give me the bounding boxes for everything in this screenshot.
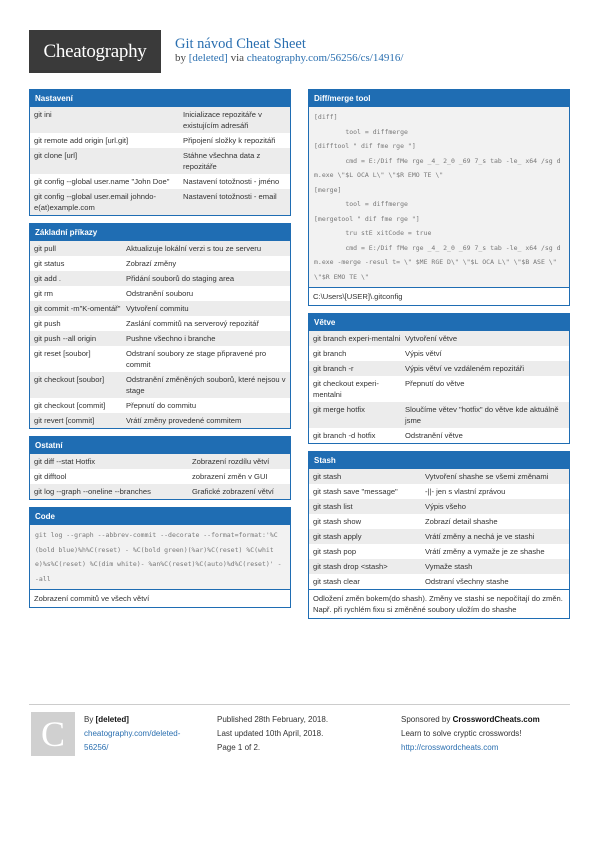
description-cell: Nastavení totožnosti - jméno <box>183 177 280 186</box>
command-cell: git merge hotfix <box>313 405 365 414</box>
command-cell: git branch <box>313 349 347 358</box>
table-row <box>309 559 569 574</box>
table-row <box>30 454 290 469</box>
table-row <box>30 484 290 499</box>
command-cell: git checkout [soubor] <box>34 375 105 384</box>
section-stash <box>308 451 570 619</box>
table <box>309 331 569 443</box>
command-cell: git remote add origin [url.git] <box>34 136 129 145</box>
table <box>30 454 290 499</box>
command-cell: git stash apply <box>313 532 362 541</box>
table-row <box>30 256 290 271</box>
table <box>309 469 569 589</box>
table-row <box>309 331 569 346</box>
section-note: Odložení změn bokem(do shash). Změny ve stashi se nepočítají do změn. Např. při rychlém fixu si změněné soubory uložím do shashe <box>309 589 569 618</box>
sponsor-name[interactable]: CrosswordCheats.com <box>452 715 540 724</box>
description-cell: Zobrazí detail shashe <box>425 517 498 526</box>
section-title: Stash <box>309 452 569 469</box>
section-diff <box>308 89 570 306</box>
section-title: Ostatní <box>30 437 290 454</box>
command-cell: git add . <box>34 274 62 283</box>
description-cell: Sloučíme větev "hotfix" do větve kde aktuálně jsme <box>405 405 559 425</box>
section-zakladni <box>29 223 291 429</box>
table-row <box>309 428 569 443</box>
table-row <box>30 148 290 174</box>
table-row <box>309 529 569 544</box>
command-cell: git config --global user.email johndo-e(at)example.com <box>34 192 156 212</box>
description-cell: Zaslání commitů na serverový repozitář <box>126 319 259 328</box>
command-cell: git log --graph --oneline --branches <box>34 487 151 496</box>
footer-dates <box>217 713 387 755</box>
command-cell: git pull <box>34 244 56 253</box>
command-cell: git clone [url] <box>34 151 78 160</box>
table-row <box>30 331 290 346</box>
table-row <box>30 346 290 372</box>
table-row <box>30 271 290 286</box>
table-row <box>30 301 290 316</box>
table-row <box>30 286 290 301</box>
right-column <box>308 89 570 626</box>
section-title: Diff/merge tool <box>309 90 569 107</box>
by-prefix: by <box>175 52 186 64</box>
published-date: Published 28th February, 2018. <box>217 715 329 724</box>
description-cell: Nastavení totožnosti - email <box>183 192 277 201</box>
table-row <box>309 469 569 484</box>
command-cell: git config --global user.name "John Doe" <box>34 177 170 186</box>
table-row <box>309 514 569 529</box>
section-title: Základní příkazy <box>30 224 290 241</box>
section-nastaveni <box>29 89 291 216</box>
section-note: Zobrazení commitů ve všech větví <box>30 589 290 607</box>
description-cell: Přidání souborů do staging area <box>126 274 235 283</box>
description-cell: Odstranění změněných souborů, které nejsou v stage <box>126 375 286 395</box>
command-cell: git stash pop <box>313 547 357 556</box>
command-cell: git ini <box>34 110 52 119</box>
description-cell: Výpis větví ve vzdáleném repozitáři <box>405 364 525 373</box>
description-cell: Pushne všechno i branche <box>126 334 216 343</box>
table-row <box>309 484 569 499</box>
table-row <box>30 316 290 331</box>
command-cell: git revert [commit] <box>34 416 95 425</box>
footer-author-link[interactable]: cheatography.com/deleted-56256/ <box>84 729 181 752</box>
sponsor-prefix: Sponsored by <box>401 715 451 724</box>
description-cell: Vrátí změny a nechá je ve stashi <box>425 532 535 541</box>
section-code <box>29 507 291 608</box>
sheet-url-link[interactable]: cheatography.com/56256/cs/14916/ <box>246 52 404 64</box>
left-column <box>29 89 291 615</box>
command-cell: git push <box>34 319 61 328</box>
sponsor-tagline: Learn to solve cryptic crosswords! <box>401 729 522 738</box>
cheatography-logo[interactable]: Cheatography <box>29 30 161 73</box>
command-cell: git stash drop <stash> <box>313 562 388 571</box>
footer-author <box>84 713 204 755</box>
command-cell: git diff --stat Hotfix <box>34 457 96 466</box>
table-row <box>30 469 290 484</box>
description-cell: Zobrazení rozdílu větví <box>192 457 270 466</box>
description-cell: Vytvoření commitu <box>126 304 189 313</box>
command-cell: git status <box>34 259 65 268</box>
section-ostatni <box>29 436 291 500</box>
description-cell: Odstranění souboru <box>126 289 194 298</box>
description-cell: Grafické zobrazení větví <box>192 487 274 496</box>
section-title: Větve <box>309 314 569 331</box>
section-vetve <box>308 313 570 444</box>
byline <box>175 52 403 64</box>
author-link[interactable]: [deleted] <box>188 52 228 64</box>
command-cell: git stash list <box>313 502 353 511</box>
table-row <box>309 376 569 402</box>
updated-date: Last updated 10th April, 2018. <box>217 729 324 738</box>
command-cell: git stash save "message" <box>313 487 398 496</box>
command-cell: git reset [soubor] <box>34 349 91 358</box>
description-cell: Aktualizuje lokální verzi s tou ze serveru <box>126 244 262 253</box>
section-title: Nastavení <box>30 90 290 107</box>
table-row <box>309 499 569 514</box>
section-title: Code <box>30 508 290 525</box>
description-cell: Vrátí změny provedené commitem <box>126 416 242 425</box>
description-cell: Vytvoření shashe se všemi změnami <box>425 472 549 481</box>
command-cell: git checkout experi-mentalni <box>313 379 379 399</box>
page-number: Page 1 of 2. <box>217 743 261 752</box>
table-row <box>30 398 290 413</box>
section-note: C:\Users\[USER]\.gitconfig <box>309 287 569 305</box>
description-cell: Odstranění větve <box>405 431 463 440</box>
author-avatar: C <box>31 712 75 756</box>
description-cell: Zobrazí změny <box>126 259 177 268</box>
table-row <box>309 361 569 376</box>
table-row <box>309 574 569 589</box>
description-cell: Připojení složky k repozitáři <box>183 136 276 145</box>
command-cell: git difftool <box>34 472 67 481</box>
description-cell: Vrátí změny a vymaže je ze shashe <box>425 547 545 556</box>
description-cell: Odstraní všechny stashe <box>425 577 509 586</box>
table-row <box>30 372 290 398</box>
command-cell: git branch experi-mentalni <box>313 334 401 343</box>
command-cell: git push --all origin <box>34 334 97 343</box>
description-cell: Inicializace repozitáře v existujícím adresáři <box>183 110 262 130</box>
command-cell: git branch -d hotfix <box>313 431 376 440</box>
via-text: via <box>230 52 245 64</box>
description-cell: Vymaže stash <box>425 562 473 571</box>
description-cell: Stáhne všechna data z repozitáře <box>183 151 261 171</box>
description-cell: zobrazení změn v GUI <box>192 472 268 481</box>
table <box>30 107 290 215</box>
command-cell: git branch -r <box>313 364 354 373</box>
table-row <box>30 174 290 189</box>
code-block: git log --graph --abbrev-commit --decorate --format=format:'%C(bold blue)%h%C(reset) - %C(bold green)(%ar)%C(reset) %C(white)%s%C(reset) %C(dim white)- %an%C(reset)%C(auto)%d%C(reset)' --all <box>30 525 290 589</box>
table-row <box>30 413 290 428</box>
command-cell: git rm <box>34 289 53 298</box>
table <box>30 241 290 428</box>
command-cell: git stash clear <box>313 577 360 586</box>
table-row <box>309 402 569 428</box>
command-cell: git checkout [commit] <box>34 401 106 410</box>
table-row <box>30 133 290 148</box>
code-block: [diff] tool = diffmerge [difftool " dif fme rge "] cmd = E:/Dif fMe rge _4_ 2_0 _69 7_s tab -le_ x64 /sg dm.exe \"$L OCA L\" \"$R EMO TE \" [merge] tool = diffmerge [mergetool " dif fme rge "] tru stE xitCode = true cmd = E:/Dif fMe rge _4_ 2_0 _69 7_s tab -le_ x64 /sg dm.exe -merge -resul t= \" $ME RGE D\" \"$L OCA L\" \"$B ASE \" \"$R EMO TE \" <box>309 107 569 287</box>
footer-author-name[interactable]: [deleted] <box>95 715 129 724</box>
footer-divider <box>29 704 570 705</box>
description-cell: Odstraní soubory ze stage připravené pro commit <box>126 349 267 369</box>
footer-sponsor <box>401 713 571 755</box>
description-cell: Vytvoření větve <box>405 334 458 343</box>
description-cell: Přepnutí do větve <box>405 379 465 388</box>
description-cell: Výpis větví <box>405 349 442 358</box>
page-title: Git návod Cheat Sheet <box>175 36 306 52</box>
description-cell: -||- jen s vlastní zprávou <box>425 487 506 496</box>
command-cell: git commit -m"K-omentář" <box>34 304 121 313</box>
table-row <box>30 241 290 256</box>
description-cell: Přepnutí do commitu <box>126 401 197 410</box>
command-cell: git stash show <box>313 517 362 526</box>
description-cell: Výpis všeho <box>425 502 466 511</box>
table-row <box>30 107 290 133</box>
table-row <box>309 346 569 361</box>
sponsor-url-link[interactable]: http://crosswordcheats.com <box>401 743 499 752</box>
footer-by: By <box>84 715 94 724</box>
table-row <box>309 544 569 559</box>
command-cell: git stash <box>313 472 342 481</box>
table-row <box>30 189 290 215</box>
